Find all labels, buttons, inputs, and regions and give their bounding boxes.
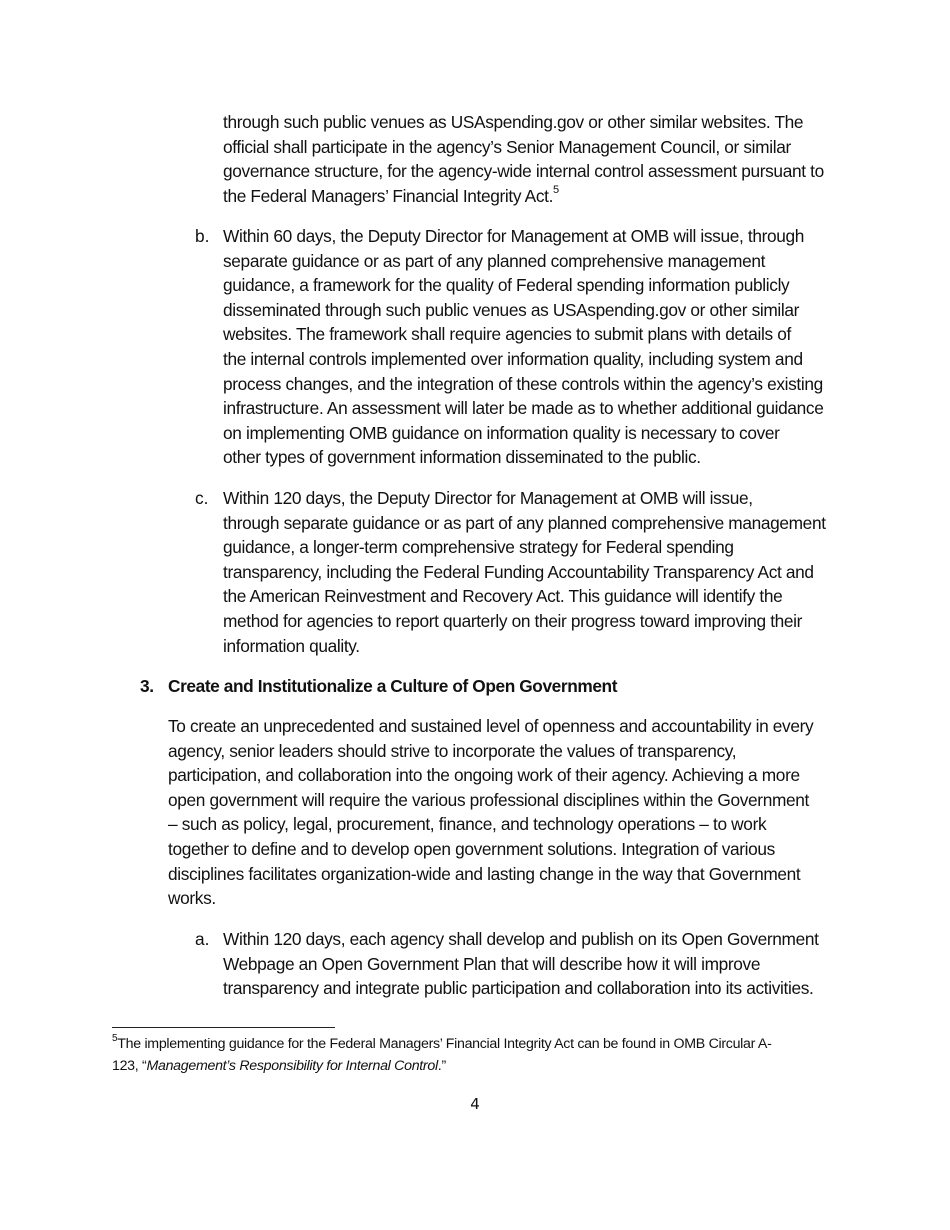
footnote <box>112 1034 832 1077</box>
list-item-b <box>223 224 863 470</box>
footnote-text: The implementing guidance for the Federal Managers’ Financial Integrity Act can be found in OMB Circular A- <box>117 1036 772 1052</box>
list-item-a <box>223 927 873 1001</box>
text-line: separate guidance or as part of any planned comprehensive management <box>223 250 766 271</box>
text-line <box>223 184 863 209</box>
footnote-text: .” <box>437 1057 446 1074</box>
text-line: participation, and collaboration into the ongoing work of their agency. Achieving a more <box>168 765 800 786</box>
section-heading: Create and Institutionalize a Culture of Open Government <box>168 676 618 696</box>
text-line: together to define and to develop open government solutions. Integration of various <box>168 838 775 859</box>
text-line: through separate guidance or as part of any planned comprehensive management <box>223 512 826 533</box>
text-line: infrastructure. An assessment will later be made as to whether additional guidance <box>223 398 824 419</box>
footnote-reference[interactable]: 5 <box>553 184 559 197</box>
text-line: other types of government information disseminated to the public. <box>223 447 701 468</box>
text-line: official shall participate in the agency’s Senior Management Council, or similar <box>223 136 791 157</box>
text-line: Within 60 days, the Deputy Director for Management at OMB will issue, through <box>223 226 805 246</box>
text-line: works. <box>168 888 216 909</box>
text-line: guidance, a framework for the quality of Federal spending information publicly <box>223 275 790 296</box>
page-number: 4 <box>470 1095 480 1113</box>
text-line: on implementing OMB guidance on information quality is necessary to cover <box>223 422 780 443</box>
text-line: Within 120 days, the Deputy Director for Management at OMB will issue, <box>223 488 753 508</box>
text-line: the internal controls implemented over information quality, including system and <box>223 348 803 369</box>
text-line: process changes, and the integration of these controls within the agency’s existing <box>223 373 823 394</box>
text-line: governance structure, for the agency-wide internal control assessment pursuant to <box>223 161 824 182</box>
text-line: guidance, a longer-term comprehensive strategy for Federal spending <box>223 537 734 558</box>
text-line: Within 120 days, each agency shall develop and publish on its Open Government <box>223 929 819 949</box>
footnote-separator <box>112 1027 335 1028</box>
text-line: transparency, including the Federal Funding Accountability Transparency Act and <box>223 561 814 582</box>
footnote-title-italic: Management’s Responsibility for Internal Control <box>146 1057 438 1074</box>
continuation-paragraph <box>223 110 863 208</box>
text-line: To create an unprecedented and sustained level of openness and accountability in every <box>168 716 814 736</box>
section-body-paragraph <box>168 714 868 911</box>
text-line: disseminated through such public venues as USAspending.gov or other similar <box>223 299 800 320</box>
text-line: through such public venues as USAspending.gov or other similar websites. The <box>223 112 804 132</box>
text-line: information quality. <box>223 635 360 656</box>
footnote-text: 123, “ <box>112 1057 147 1074</box>
text-line: disciplines facilitates organization-wide and lasting change in the way that Government <box>168 863 801 884</box>
footnote-number: 5 <box>112 1033 118 1045</box>
text-line: – such as policy, legal, procurement, finance, and technology operations – to work <box>168 814 767 835</box>
text-line-content: the Federal Managers’ Financial Integrity Act. <box>223 185 554 206</box>
list-item-c <box>223 486 863 658</box>
text-line: the American Reinvestment and Recovery Act. This guidance will identify the <box>223 586 783 607</box>
section-number: 3. <box>140 676 154 696</box>
text-line: agency, senior leaders should strive to incorporate the values of transparency, <box>168 740 737 761</box>
text-line: websites. The framework shall require agencies to submit plans with details of <box>223 324 791 345</box>
list-label-b: b. <box>195 226 210 246</box>
list-label-c: c. <box>195 488 209 508</box>
footnote-line <box>112 1034 832 1056</box>
text-line: transparency and integrate public participation and collaboration into its activities. <box>223 978 814 999</box>
text-line: Webpage an Open Government Plan that will describe how it will improve <box>223 953 761 974</box>
list-label-a: a. <box>195 929 210 949</box>
text-line: open government will require the various professional disciplines within the Government <box>168 789 809 810</box>
footnote-line <box>112 1056 832 1078</box>
text-line: method for agencies to report quarterly on their progress toward improving their <box>223 610 803 631</box>
